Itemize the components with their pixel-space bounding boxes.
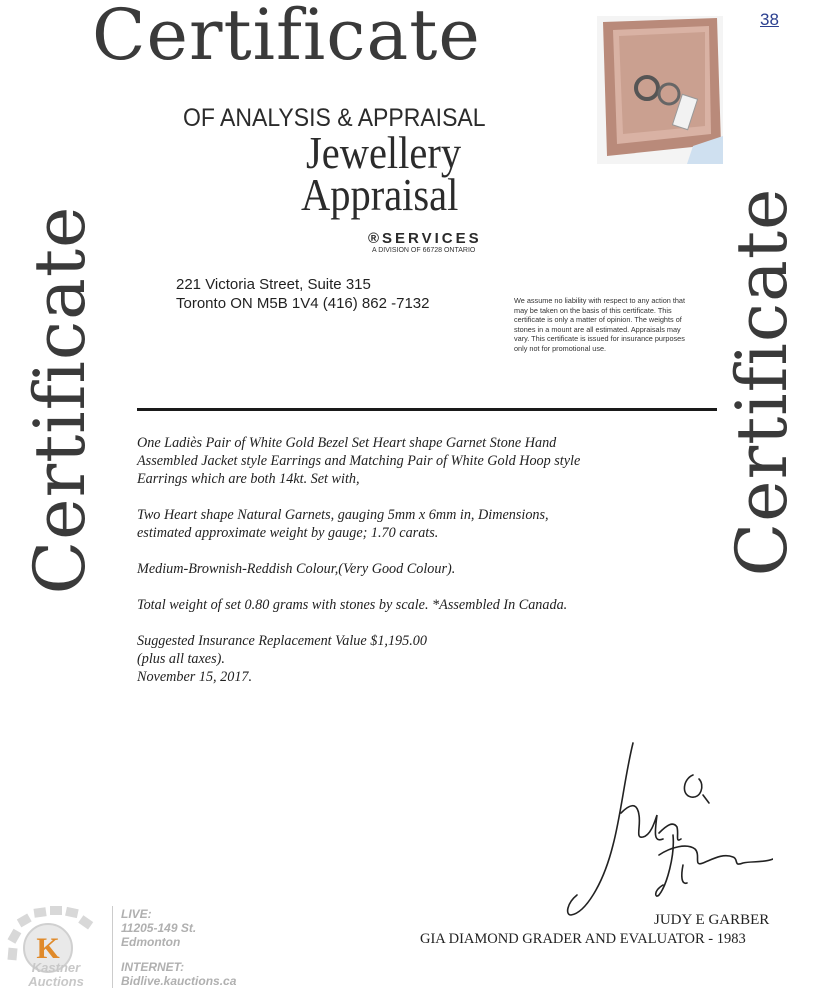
address-line1: 221 Victoria Street, Suite 315	[176, 276, 371, 293]
live-city: Edmonton	[121, 935, 181, 949]
brand-name-line2: Appraisal	[301, 169, 459, 220]
side-label-left	[0, 180, 120, 620]
brand-services: ®SERVICES	[368, 230, 482, 247]
divider-rule	[137, 408, 717, 411]
description-paragraph: Medium-Brownish-Reddish Colour,(Very Good Colour).	[137, 561, 456, 577]
description-paragraph: Total weight of set 0.80 grams with stones by scale. *Assembled In Canada.	[137, 597, 568, 613]
side-label-left-text: Certificate	[19, 205, 101, 595]
signer-name: JUDY E GARBER	[654, 912, 770, 928]
internet-url-link[interactable]: Bidlive.kauctions.ca	[121, 974, 237, 988]
logo-divider	[112, 906, 113, 988]
kastner-auctions-logo	[6, 906, 108, 990]
live-label: LIVE:	[121, 907, 152, 921]
logo-line1: Kastner	[31, 960, 81, 975]
disclaimer-text: We assume no liability with respect to any action that may be taken on the basis of this certificate. This certificate is only a matter of opinion. The weights of stones in a mount are all estimated. Appraisals may vary. This certificate is issued for insurance purposes only not for promotional use.	[514, 296, 686, 353]
description-paragraph: One Ladiès Pair of White Gold Bezel Set Heart shape Garnet Stone Hand Assembled Jacket style Earrings and Matching Pair of White Gold Hoop style Earrings which are both 14kt. Set with,	[137, 435, 581, 487]
replacement-value: Suggested Insurance Replacement Value $1,195.00	[137, 633, 427, 649]
appraisal-description	[137, 434, 592, 686]
jewellery-box-photo	[597, 16, 723, 164]
appraisal-date: November 15, 2017.	[137, 669, 253, 685]
brand-division: A DIVISION OF 66728 ONTARIO	[372, 247, 476, 254]
signer-title: GIA DIAMOND GRADER AND EVALUATOR - 1983	[420, 931, 746, 947]
address-line2: Toronto ON M5B 1V4 (416) 862 -7132	[176, 295, 430, 312]
handwritten-signature	[563, 735, 773, 920]
description-paragraph: Two Heart shape Natural Garnets, gauging 5mm x 6mm in, Dimensions, estimated approximate weight by gauge; 1.70 carats.	[137, 507, 549, 541]
live-address: 11205-149 St.	[121, 921, 197, 935]
internet-label: INTERNET:	[121, 960, 185, 974]
logo-line2: Auctions	[28, 974, 84, 989]
lot-number-link[interactable]: 38	[760, 10, 779, 29]
side-label-right	[702, 162, 822, 602]
svg-text:K: K	[36, 932, 60, 965]
tax-note: (plus all taxes).	[137, 651, 225, 667]
side-label-right-text: Certificate	[721, 187, 803, 577]
brand-name-line1: Jewellery	[306, 127, 462, 178]
certificate-subtitle: OF ANALYSIS & APPRAISAL	[183, 104, 486, 132]
certificate-title: Certificate	[92, 0, 481, 76]
